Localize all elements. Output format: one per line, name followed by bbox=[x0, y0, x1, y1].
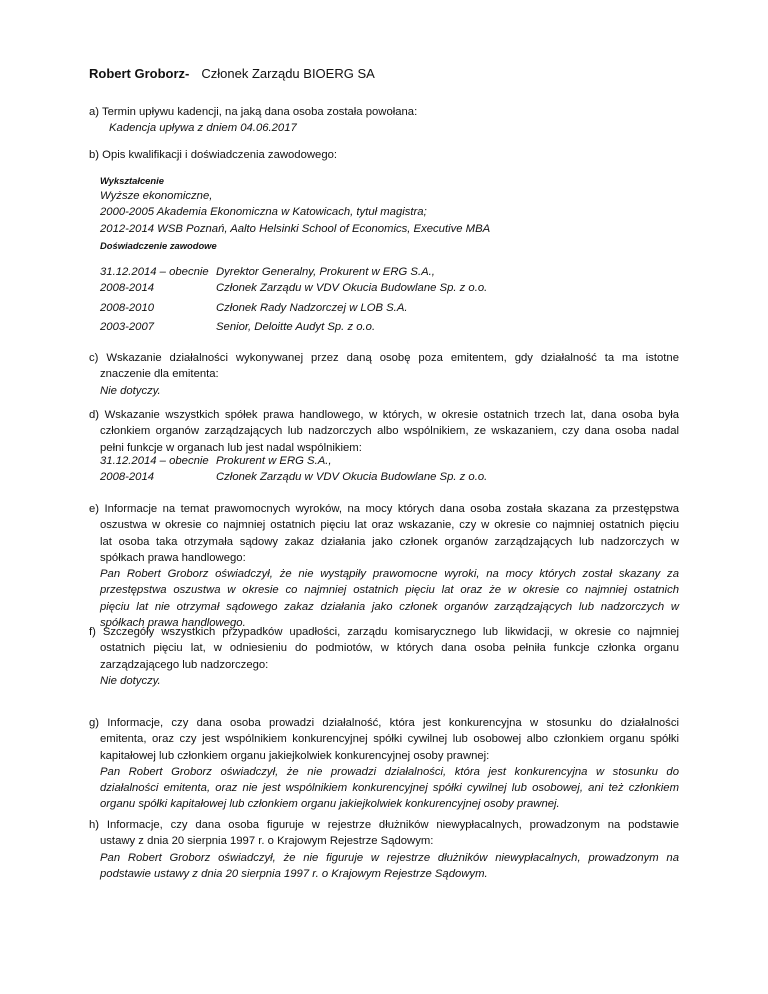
section-f bbox=[89, 624, 679, 689]
section-c-question: c) Wskazanie działalności wykonywanej przez daną osobę poza emitentem, gdy działalność ta ma istotne bbox=[89, 352, 679, 364]
section-d-row bbox=[100, 455, 332, 467]
section-a-question: a) Termin upływu kadencji, na jaką dana osoba została powołana: bbox=[89, 106, 418, 118]
section-g-answer: działalności emitenta, oraz nie jest wspólnikiem konkurencyjnej spółki cywilnej lub osobowej, ani też członkiem bbox=[100, 782, 679, 795]
section-f-question: f) Szczegóły wszystkich przypadków upadłości, zarządu komisarycznego lub likwidacji, w okresie co najmniej bbox=[89, 626, 679, 638]
section-e-question-cont: oszustwa w okresie co najmniej ostatnich pięciu lat oraz wskazanie, czy w okresie co najmniej ostatnich pięciu bbox=[100, 519, 679, 532]
education-heading: Wykształcenie bbox=[100, 175, 164, 186]
section-a-answer: Kadencja upływa z dniem 04.06.2017 bbox=[109, 122, 297, 135]
experience-row bbox=[100, 321, 375, 333]
experience-row bbox=[100, 302, 408, 314]
section-g-question-cont: emitenta, oraz czy jest wspólnikiem konkurencyjnej spółki cywilnej lub osobowej albo członkiem organu spółki bbox=[100, 733, 679, 746]
section-f-question-cont: ostatnich pięciu lat, w odniesieniu do podmiotów, w których dana osoba pełniła funkcje członka organu bbox=[100, 642, 679, 655]
section-g-answer: Pan Robert Groborz oświadczył, że nie prowadzi działalności, która jest konkurencyjna w stosunku do bbox=[100, 765, 679, 778]
section-f-question-cont: zarządzającego lub nadzorczego: bbox=[100, 658, 269, 671]
education-line: 2000-2005 Akademia Ekonomiczna w Katowicach, tytuł magistra; bbox=[100, 206, 427, 219]
section-e-question-cont: spółkach prawa handlowego: bbox=[100, 551, 246, 564]
section-h-question-cont: ustawy z dnia 20 sierpnia 1997 r. o Krajowym Rejestrze Sądowym: bbox=[100, 835, 434, 848]
experience-desc: Członek Rady Nadzorczej w LOB S.A. bbox=[216, 302, 408, 314]
section-e-question-cont: lat osoba taka otrzymała sądowy zakaz działania jako członek organów zarządzających lub nadzorczych w bbox=[100, 535, 679, 548]
section-f-answer: Nie dotyczy. bbox=[100, 674, 161, 687]
education-block bbox=[100, 174, 690, 237]
person-role: Członek Zarządu BIOERG SA bbox=[201, 66, 375, 81]
experience-date: 31.12.2014 – obecnie bbox=[100, 266, 209, 278]
section-h-question: h) Informacje, czy dana osoba figuruje w rejestrze dłużników niewypłacalnych, prowadzonym na podstawie bbox=[89, 819, 679, 831]
experience-heading-block bbox=[100, 238, 690, 254]
section-a bbox=[89, 104, 679, 137]
section-g bbox=[89, 715, 679, 813]
section-e-question: e) Informacje na temat prawomocnych wyroków, na mocy których dana osoba została skazana za przestępstwa bbox=[89, 503, 679, 515]
section-g-question: g) Informacje, czy dana osoba prowadzi działalność, która jest konkurencyjna w stosunku do działalności bbox=[89, 717, 679, 729]
section-d-desc: Prokurent w ERG S.A., bbox=[216, 455, 332, 467]
section-g-question-cont: kapitałowej lub członkiem organu jakiejkolwiek konkurencyjnej osoby prawnej: bbox=[100, 749, 490, 762]
experience-date: 2008-2010 bbox=[100, 302, 155, 314]
section-d-question-cont: członkiem organów zarządzających lub nadzorczych albo wspólnikiem, ze wskazaniem, czy dana osoba nadal bbox=[100, 425, 679, 438]
section-e-answer: przestępstwa oszustwa w okresie co najmniej ostatnich pięciu lat oraz że w okresie co najmniej ostatnich bbox=[100, 584, 679, 597]
experience-heading: Doświadczenie zawodowe bbox=[100, 240, 217, 251]
section-d-question-cont: pełni funkcje w organach lub jest nadal wspólnikiem: bbox=[100, 441, 362, 454]
experience-date: 2008-2014 bbox=[100, 282, 155, 294]
section-d-row bbox=[100, 471, 487, 483]
experience-desc: Dyrektor Generalny, Prokurent w ERG S.A., bbox=[216, 266, 435, 278]
section-e-answer: Pan Robert Groborz oświadczył, że nie wystąpiły prawomocne wyroki, na mocy których został skazany za bbox=[100, 568, 679, 581]
section-e bbox=[89, 501, 679, 631]
section-h bbox=[89, 817, 679, 882]
section-b-question: b) Opis kwalifikacji i doświadczenia zawodowego: bbox=[89, 149, 338, 161]
section-d-desc: Członek Zarządu w VDV Okucia Budowlane Sp. z o.o. bbox=[216, 471, 488, 483]
section-e-answer: pięciu lat nie otrzymał sądowego zakaz działania jako członek organów zarządzających lub nadzorczych w bbox=[100, 600, 679, 613]
person-name: Robert Groborz- bbox=[89, 66, 190, 81]
section-c bbox=[89, 350, 679, 399]
document-header bbox=[89, 66, 375, 81]
education-line: Wyższe ekonomiczne, bbox=[100, 190, 213, 202]
education-line: 2012-2014 WSB Poznań, Aalto Helsinki School of Economics, Executive MBA bbox=[100, 222, 491, 235]
experience-desc: Członek Zarządu w VDV Okucia Budowlane Sp. z o.o. bbox=[216, 282, 488, 294]
section-d-date: 31.12.2014 – obecnie bbox=[100, 455, 209, 467]
section-h-answer: podstawie ustawy z dnia 20 sierpnia 1997 r. o Krajowym Rejestrze Sądowym. bbox=[100, 867, 488, 880]
section-h-answer: Pan Robert Groborz oświadczył, że nie figuruje w rejestrze dłużników niewypłacalnych, prowadzonym na bbox=[100, 851, 679, 864]
experience-date: 2003-2007 bbox=[100, 321, 155, 333]
section-e-answer: spółkach prawa handlowego. bbox=[100, 617, 246, 630]
section-d-question: d) Wskazanie wszystkich spółek prawa handlowego, w których, w okresie ostatnich trzech lat, dana osoba była bbox=[89, 409, 679, 421]
experience-desc: Senior, Deloitte Audyt Sp. z o.o. bbox=[216, 321, 376, 333]
section-b bbox=[89, 147, 679, 163]
section-d-date: 2008-2014 bbox=[100, 471, 155, 483]
experience-row bbox=[100, 282, 487, 294]
experience-row bbox=[100, 266, 435, 278]
section-c-question-cont: znaczenie dla emitenta: bbox=[100, 368, 219, 381]
section-g-answer: organu spółki kapitałowej lub członkiem organu jakiejkolwiek konkurencyjnej osoby prawnej. bbox=[100, 798, 560, 811]
section-d bbox=[89, 407, 679, 456]
section-c-answer: Nie dotyczy. bbox=[100, 384, 161, 397]
